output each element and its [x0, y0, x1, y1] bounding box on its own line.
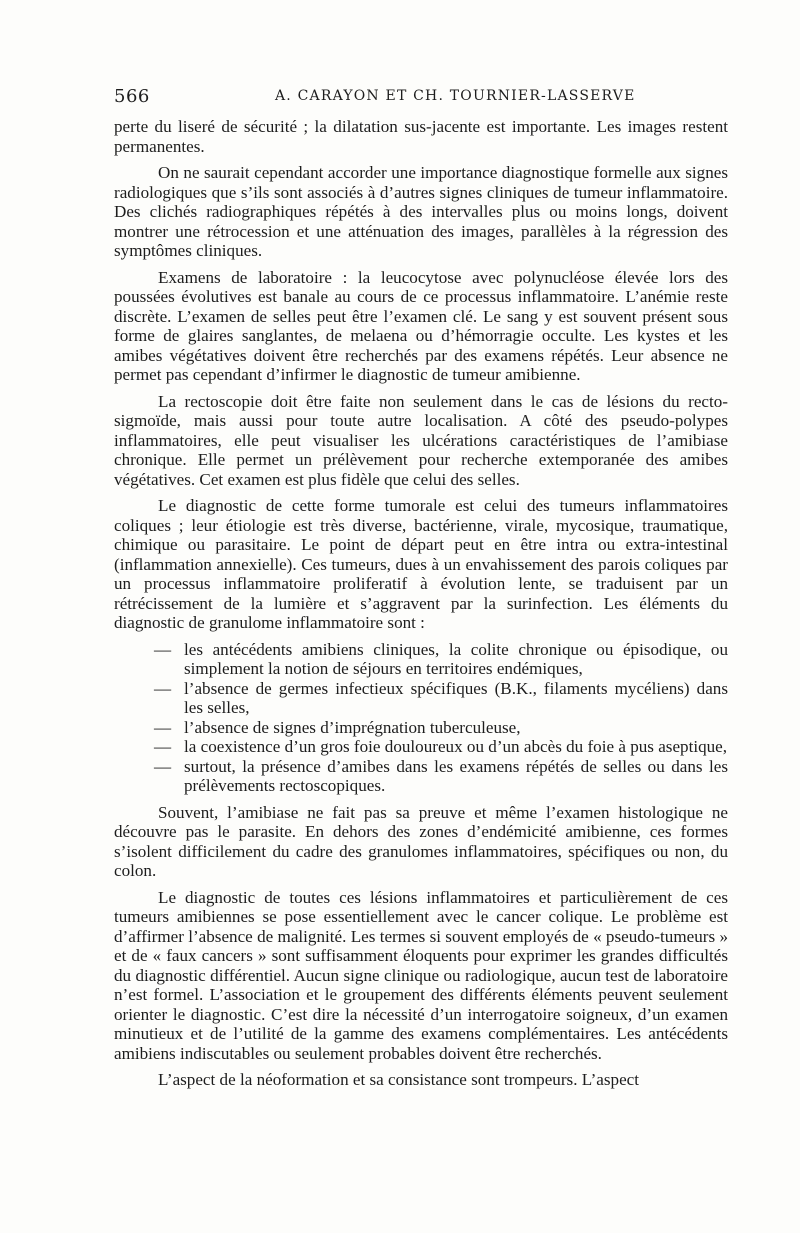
list-item	[114, 737, 728, 757]
article-body	[114, 117, 728, 1090]
list-dash: —	[154, 737, 172, 756]
paragraph-differential-diagnosis: Le diagnostic de toutes ces lésions inflammatoires et particulièrement de ces tumeurs amibiennes se pose essentiellement avec le cancer colique. Le problème est d’affirmer l’absence de malignité. Les termes si souvent employés de « pseudo-tumeurs » et de « faux cancers » sont suffisamment éloquents pour exprimer les grandes difficultés du diagnostic différentiel. Aucun signe clinique ou radiologique, aucun test de laboratoire n’est formel. L’association et le groupement des différents éléments peuvent seulement orienter le diagnostic. C’est dire la nécessité d’un interrogatoire soigneux, d’un examen minutieux et de l’utilité de la gamme des examens complémentaires. Les antécédents amibiens indiscutables ou seulement probables doivent être recherchés.	[114, 887, 728, 1063]
paragraph-neoformation-aspect: L’aspect de la néoformation et sa consistance sont trompeurs. L’aspect	[158, 1070, 640, 1089]
list-dash: —	[154, 756, 172, 776]
list-item	[114, 679, 728, 718]
list-dash: —	[154, 678, 172, 698]
paragraph-amibiasis-proof: Souvent, l’amibiase ne fait pas sa preuve et même l’examen histologique ne découvre pas le parasite. En dehors des zones d’endémicité amibienne, ces formes s’isolent difficilement du cadre des granulomes inflammatoires, spécifiques ou non, du colon.	[114, 802, 728, 880]
running-header	[114, 86, 728, 116]
list-item-text: l’absence de signes d’imprégnation tuberculeuse,	[184, 717, 521, 737]
list-dash: —	[154, 639, 172, 659]
paragraph-radiology-caution: On ne saurait cependant accorder une importance diagnostique formelle aux signes radiologiques que s’ils sont associés à d’autres signes cliniques de tumeur inflammatoire. Des clichés radiographiques répétés à des intervalles plus ou moins longs, doivent montrer une rétrocession et une atténuation des images, parallèles à la régression des symptômes cliniques.	[114, 163, 728, 260]
list-item	[114, 640, 728, 679]
list-dash: —	[154, 717, 172, 737]
list-item	[114, 718, 728, 738]
paragraph-laboratory-exams: Examens de laboratoire : la leucocytose avec polynucléose élevée lors des poussées évolutives est banale au cours de ce processus inflammatoire. L’anémie reste discrète. L’examen de selles peut être l’examen clé. Le sang y est souvent présent sous forme de glaires sanglantes, de melaena ou d’hémorragie occulte. Les kystes et les amibes végétatives doivent être recherchés par des examens répétés. Leur absence ne permet pas cependant d’infirmer le diagnostic de tumeur amibienne.	[114, 267, 728, 384]
diagnostic-elements-list	[114, 640, 728, 796]
page-number: 566	[114, 86, 150, 107]
list-item	[114, 757, 728, 796]
list-item-text: surtout, la présence d’amibes dans les examens répétés de selles ou dans les prélèvements rectoscopiques.	[184, 756, 728, 795]
list-item-text: les antécédents amibiens cliniques, la colite chronique ou épisodique, ou simplement la notion de séjours en territoires endémiques,	[184, 639, 728, 678]
list-item-text: l’absence de germes infectieux spécifiques (B.K., filaments mycéliens) dans les selles,	[184, 678, 728, 717]
paragraph-radiology-end: perte du liseré de sécurité ; la dilatation sus-jacente est importante. Les images restent permanentes.	[114, 117, 728, 156]
header-authors: A. CARAYON ET CH. TOURNIER-LASSERVE	[275, 88, 636, 104]
list-item-text: la coexistence d’un gros foie douloureux ou d’un abcès du foie à pus aseptique,	[184, 737, 728, 756]
journal-page	[114, 86, 728, 1097]
paragraph-rectoscopy: La rectoscopie doit être faite non seulement dans le cas de lésions du recto-sigmoïde, mais aussi pour toute autre localisation. A côté des pseudo-polypes inflammatoires, elle peut visualiser les ulcérations caractéristiques de l’amibiase chronique. Elle permet un prélèvement pour recherche extemporanée des amibes végétatives. Cet examen est plus fidèle que celui des selles.	[114, 391, 728, 489]
paragraph-diagnosis-inflammatory: Le diagnostic de cette forme tumorale est celui des tumeurs inflammatoires coliques ; leur étiologie est très diverse, bactérienne, virale, mycosique, traumatique, chimique ou parasitaire. Le point de départ peut en être intra ou extra-intestinal (inflammation annexielle). Ces tumeurs, dues à un envahissement des parois coliques par un processus inflammatoire proliferatif à évolution lente, se traduisent par un rétrécissement de la lumière et s’aggravent par la surinfection. Les éléments du diagnostic de granulome inflammatoire sont :	[114, 496, 728, 632]
